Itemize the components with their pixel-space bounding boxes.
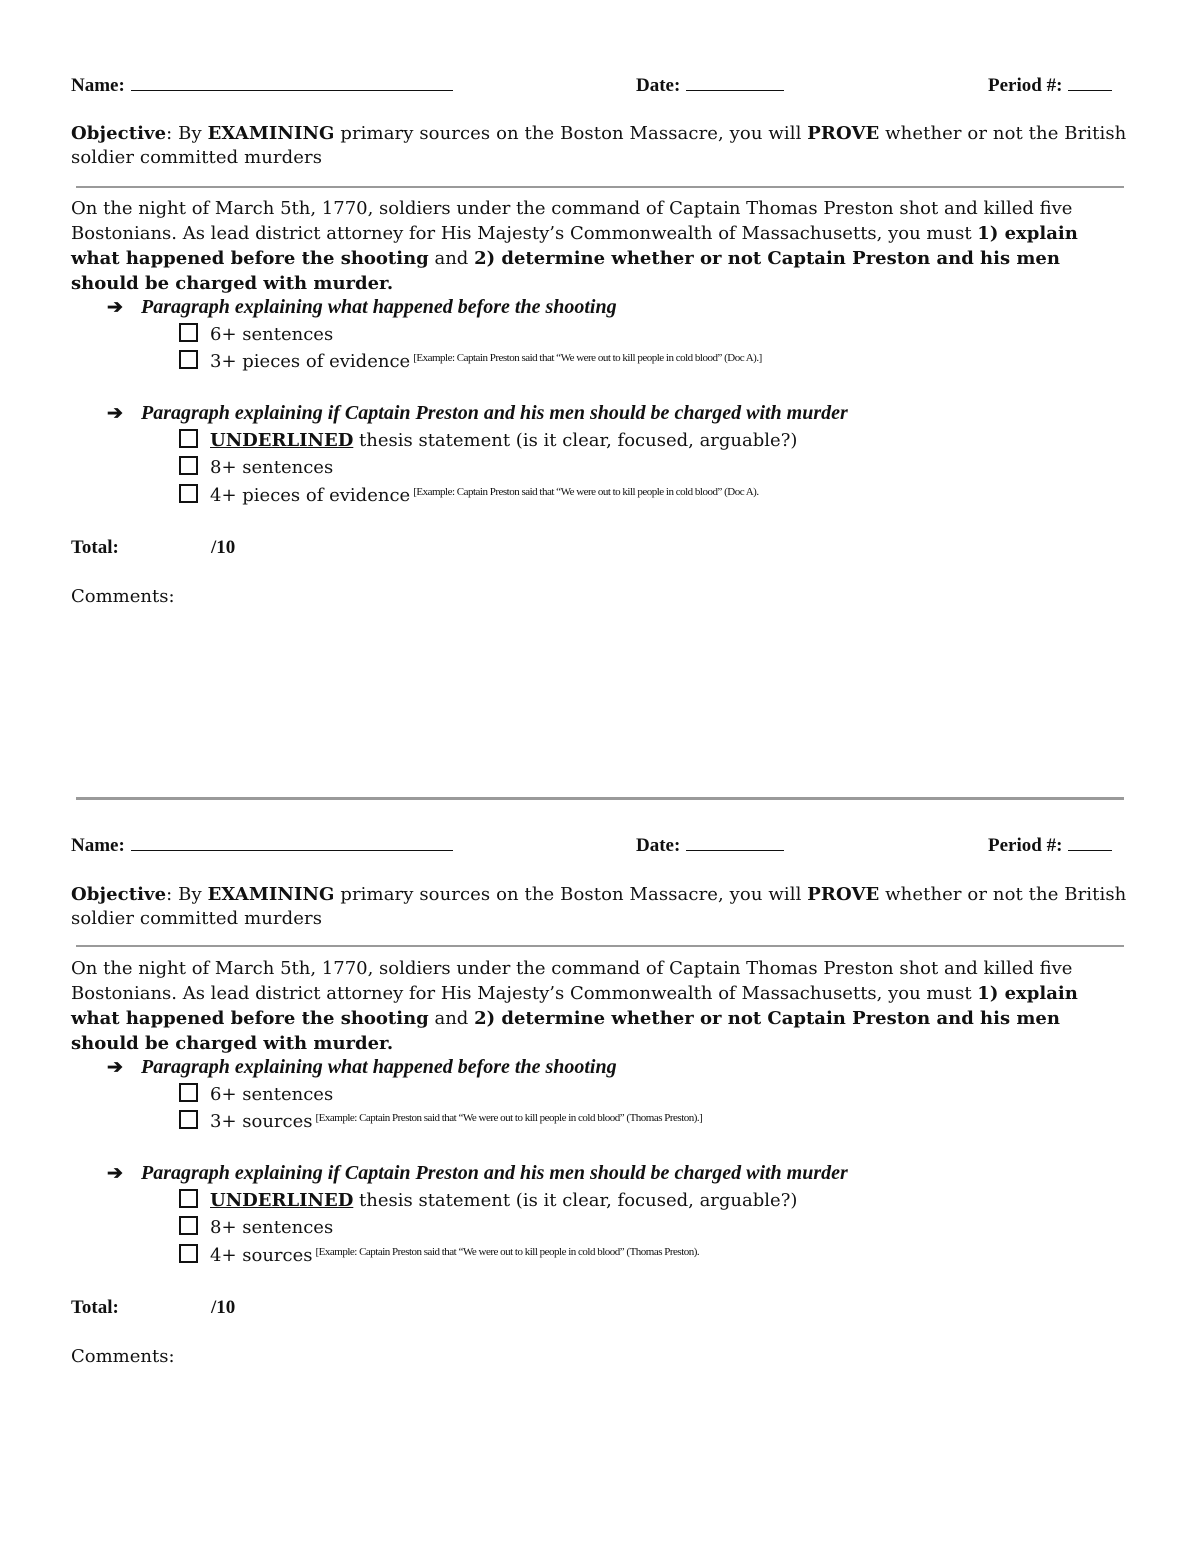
intro-task-1: 1) explain what happened before the shooting <box>71 983 1078 1029</box>
paragraph-2-heading <box>107 402 848 425</box>
checklist-item[interactable] <box>179 1110 702 1132</box>
objective-text: primary sources on the Boston Massacre, you will <box>334 884 808 905</box>
arrow-icon: ➔ <box>107 1057 123 1078</box>
divider <box>76 186 1124 188</box>
section-divider <box>76 797 1124 800</box>
checklist-item[interactable] <box>179 1189 797 1211</box>
total-row <box>71 537 236 559</box>
objective-text: whether or not the British soldier committed murders <box>71 123 1127 168</box>
period-blank[interactable] <box>1068 834 1112 851</box>
paragraph-2-heading-text: Paragraph explaining if Captain Preston and his men should be charged with murder <box>141 1162 848 1184</box>
underlined-word: UNDERLINED <box>210 1190 354 1211</box>
total-label: Total: <box>71 1297 119 1318</box>
arrow-icon: ➔ <box>107 403 123 424</box>
checklist-text: 6+ sentences <box>210 1084 334 1105</box>
checklist-text: thesis statement (is it clear, focused, arguable?) <box>353 1190 798 1211</box>
objective-prove: PROVE <box>807 884 880 905</box>
period-field[interactable] <box>988 834 1112 857</box>
paragraph-2-heading-text: Paragraph explaining if Captain Preston and his men should be charged with murder <box>141 402 848 424</box>
intro-paragraph <box>71 956 1129 1056</box>
comments-label: Comments: <box>71 1346 175 1367</box>
checklist-text: 8+ sentences <box>210 1217 334 1238</box>
objective-examining: EXAMINING <box>207 123 335 144</box>
underlined-word: UNDERLINED <box>210 430 354 451</box>
checklist-item[interactable] <box>179 429 797 451</box>
period-field[interactable] <box>988 74 1112 97</box>
name-blank[interactable] <box>131 74 453 91</box>
checklist-text: 3+ pieces of evidence <box>210 351 411 372</box>
example-note: [Example: Captain Preston said that “We were out to kill people in cold blood” (Doc A). <box>413 486 759 498</box>
comments-label: Comments: <box>71 586 175 607</box>
intro-task-2: 2) determine whether or not Captain Preston and his men should be charged with murder. <box>71 1008 1060 1054</box>
checkbox-icon[interactable] <box>179 1216 198 1235</box>
date-label: Date: <box>636 835 681 856</box>
arrow-icon: ➔ <box>107 297 123 318</box>
paragraph-1-heading-text: Paragraph explaining what happened before the shooting <box>141 1056 617 1078</box>
checkbox-icon[interactable] <box>179 323 198 342</box>
checklist-item[interactable] <box>179 456 333 478</box>
checkbox-icon[interactable] <box>179 1083 198 1102</box>
name-blank[interactable] <box>131 834 453 851</box>
intro-text: On the night of March 5th, 1770, soldiers under the command of Captain Thomas Preston shot and killed five Bostonians. As lead district attorney for His Majesty’s Commonwealth of Massachusetts, you must <box>71 958 1073 1004</box>
header-row <box>71 74 1129 100</box>
checklist-item[interactable] <box>179 1083 333 1105</box>
checkbox-icon[interactable] <box>179 1189 198 1208</box>
paragraph-1-heading-text: Paragraph explaining what happened before the shooting <box>141 296 617 318</box>
date-label: Date: <box>636 75 681 96</box>
example-note: [Example: Captain Preston said that “We were out to kill people in cold blood” (Doc A).] <box>413 352 762 364</box>
total-score: /10 <box>211 1297 236 1318</box>
date-field[interactable] <box>636 74 784 97</box>
intro-task-1: 1) explain what happened before the shooting <box>71 223 1078 269</box>
example-note: [Example: Captain Preston said that “We were out to kill people in cold blood” (Thomas Preston).] <box>315 1112 703 1124</box>
date-field[interactable] <box>636 834 784 857</box>
divider <box>76 945 1124 947</box>
paragraph-1-heading <box>107 296 617 319</box>
objective-prove: PROVE <box>807 123 880 144</box>
period-blank[interactable] <box>1068 74 1112 91</box>
name-label: Name: <box>71 75 125 96</box>
date-blank[interactable] <box>686 74 784 91</box>
checklist-text: 6+ sentences <box>210 324 334 345</box>
date-blank[interactable] <box>686 834 784 851</box>
intro-text: and <box>428 248 475 269</box>
period-label: Period #: <box>988 75 1063 96</box>
checklist-text: 4+ pieces of evidence <box>210 485 411 506</box>
objective-label: Objective <box>71 884 167 905</box>
checkbox-icon[interactable] <box>179 484 198 503</box>
checkbox-icon[interactable] <box>179 456 198 475</box>
checklist-text: 8+ sentences <box>210 457 334 478</box>
objective <box>71 122 1129 170</box>
objective-text: primary sources on the Boston Massacre, you will <box>334 123 808 144</box>
objective <box>71 883 1129 931</box>
checkbox-icon[interactable] <box>179 1244 198 1263</box>
objective-examining: EXAMINING <box>207 884 335 905</box>
intro-text: On the night of March 5th, 1770, soldiers under the command of Captain Thomas Preston shot and killed five Bostonians. As lead district attorney for His Majesty’s Commonwealth of Massachusetts, you must <box>71 198 1073 244</box>
checklist-text: 3+ sources <box>210 1111 313 1132</box>
checkbox-icon[interactable] <box>179 350 198 369</box>
checkbox-icon[interactable] <box>179 1110 198 1129</box>
objective-label: Objective <box>71 123 167 144</box>
intro-text: and <box>428 1008 475 1029</box>
name-field[interactable] <box>71 834 453 857</box>
example-note: [Example: Captain Preston said that “We were out to kill people in cold blood” (Thomas Preston). <box>315 1246 700 1258</box>
intro-task-2: 2) determine whether or not Captain Preston and his men should be charged with murder. <box>71 248 1060 294</box>
checklist-item[interactable] <box>179 323 333 345</box>
total-label: Total: <box>71 537 119 558</box>
header-row <box>71 834 1129 860</box>
checklist-text: thesis statement (is it clear, focused, arguable?) <box>353 430 798 451</box>
checkbox-icon[interactable] <box>179 429 198 448</box>
objective-text: whether or not the British soldier committed murders <box>71 884 1127 929</box>
objective-text: : By <box>166 123 208 144</box>
intro-paragraph <box>71 196 1129 296</box>
checklist-item[interactable] <box>179 1216 333 1238</box>
name-label: Name: <box>71 835 125 856</box>
total-score: /10 <box>211 537 236 558</box>
total-row <box>71 1297 236 1319</box>
checklist-item[interactable] <box>179 1244 699 1266</box>
name-field[interactable] <box>71 74 453 97</box>
paragraph-2-heading <box>107 1162 848 1185</box>
period-label: Period #: <box>988 835 1063 856</box>
checklist-text: 4+ sources <box>210 1245 313 1266</box>
checklist-item[interactable] <box>179 484 759 506</box>
objective-text: : By <box>166 884 208 905</box>
arrow-icon: ➔ <box>107 1163 123 1184</box>
checklist-item[interactable] <box>179 350 762 372</box>
paragraph-1-heading <box>107 1056 617 1079</box>
